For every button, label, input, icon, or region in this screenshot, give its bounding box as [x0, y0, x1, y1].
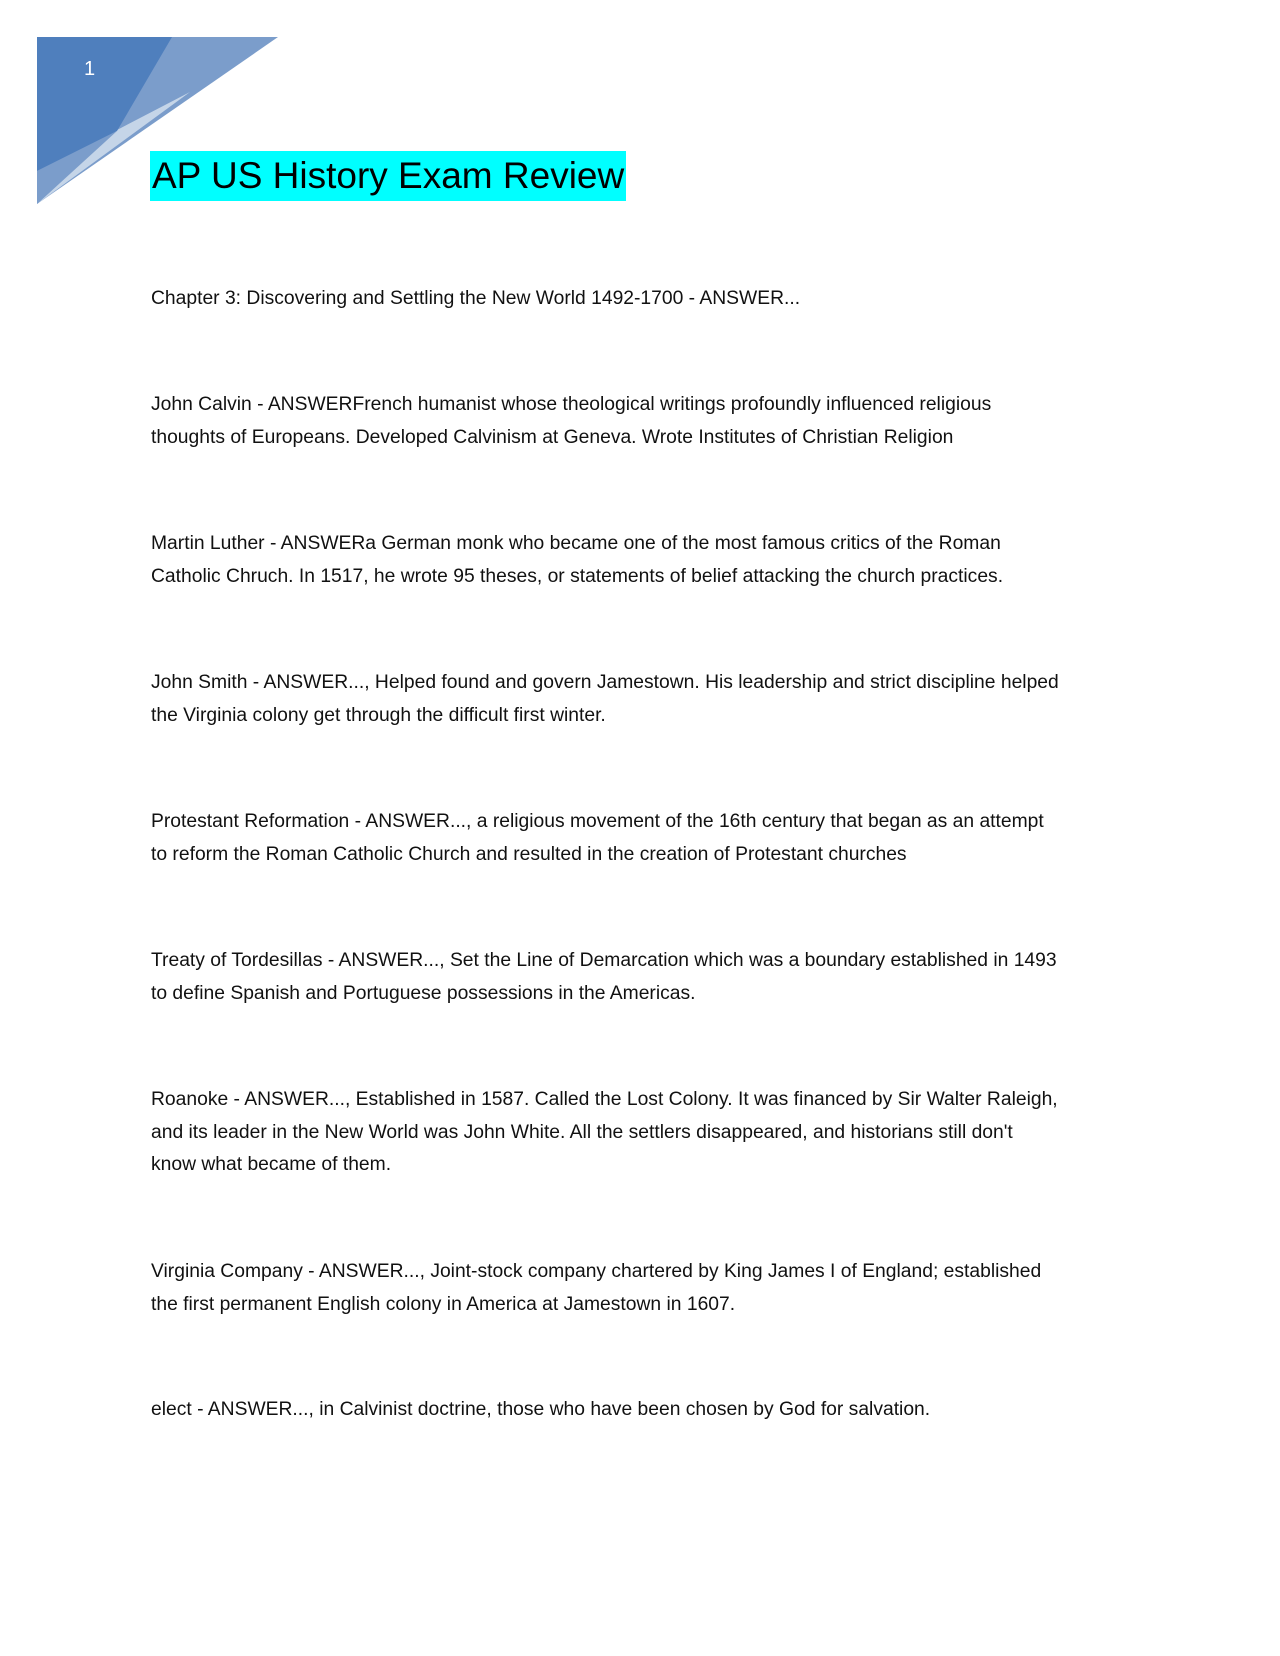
entry-line: Virginia Company - ANSWER..., Joint-stock company chartered by King James I of England; established [151, 1261, 1042, 1282]
entry-roanoke [151, 1084, 1058, 1182]
entry-line: elect - ANSWER..., in Calvinist doctrine, those who have been chosen by God for salvation. [151, 1399, 931, 1420]
page-number: 1 [84, 58, 96, 80]
entry-line: Roanoke - ANSWER..., Established in 1587. Called the Lost Colony. It was financed by Sir Walter Raleigh, [151, 1089, 1058, 1110]
entry-john-smith [151, 667, 1059, 732]
entry-line: John Smith - ANSWER..., Helped found and govern Jamestown. His leadership and strict discipline helped [151, 672, 1059, 693]
entry-line: Protestant Reformation - ANSWER..., a religious movement of the 16th century that began as an attempt [151, 811, 1044, 832]
entry-line: the Virginia colony get through the difficult first winter. [151, 704, 606, 726]
entry-elect [151, 1394, 930, 1427]
entry-line: thoughts of Europeans. Developed Calvinism at Geneva. Wrote Institutes of Christian Religion [151, 426, 954, 448]
entry-line: Chapter 3: Discovering and Settling the New World 1492-1700 - ANSWER... [151, 288, 801, 309]
entry-line: to reform the Roman Catholic Church and resulted in the creation of Protestant churches [151, 843, 907, 865]
entry-line: know what became of them. [151, 1154, 392, 1175]
entry-line: Martin Luther - ANSWERa German monk who became one of the most famous critics of the Roman [151, 533, 1001, 554]
entry-line: John Calvin - ANSWERFrench humanist whose theological writings profoundly influenced religious [151, 394, 992, 415]
entry-chapter [151, 283, 800, 316]
document-title: AP US History Exam Review [150, 151, 626, 201]
entry-john-calvin [151, 389, 991, 454]
entry-line: to define Spanish and Portuguese possessions in the Americas. [151, 982, 696, 1004]
entry-line: and its leader in the New World was John White. All the settlers disappeared, and historians still don't [151, 1121, 1013, 1143]
entry-protestant-reformation [151, 806, 1044, 871]
entry-treaty-of-tordesillas [151, 945, 1057, 1010]
entry-martin-luther [151, 528, 1003, 593]
entry-virginia-company [151, 1256, 1041, 1321]
entry-line: Catholic Chruch. In 1517, he wrote 95 theses, or statements of belief attacking the church practices. [151, 565, 1004, 587]
entry-line: the first permanent English colony in America at Jamestown in 1607. [151, 1293, 736, 1315]
entry-line: Treaty of Tordesillas - ANSWER..., Set the Line of Demarcation which was a boundary established in 1493 [151, 950, 1057, 971]
